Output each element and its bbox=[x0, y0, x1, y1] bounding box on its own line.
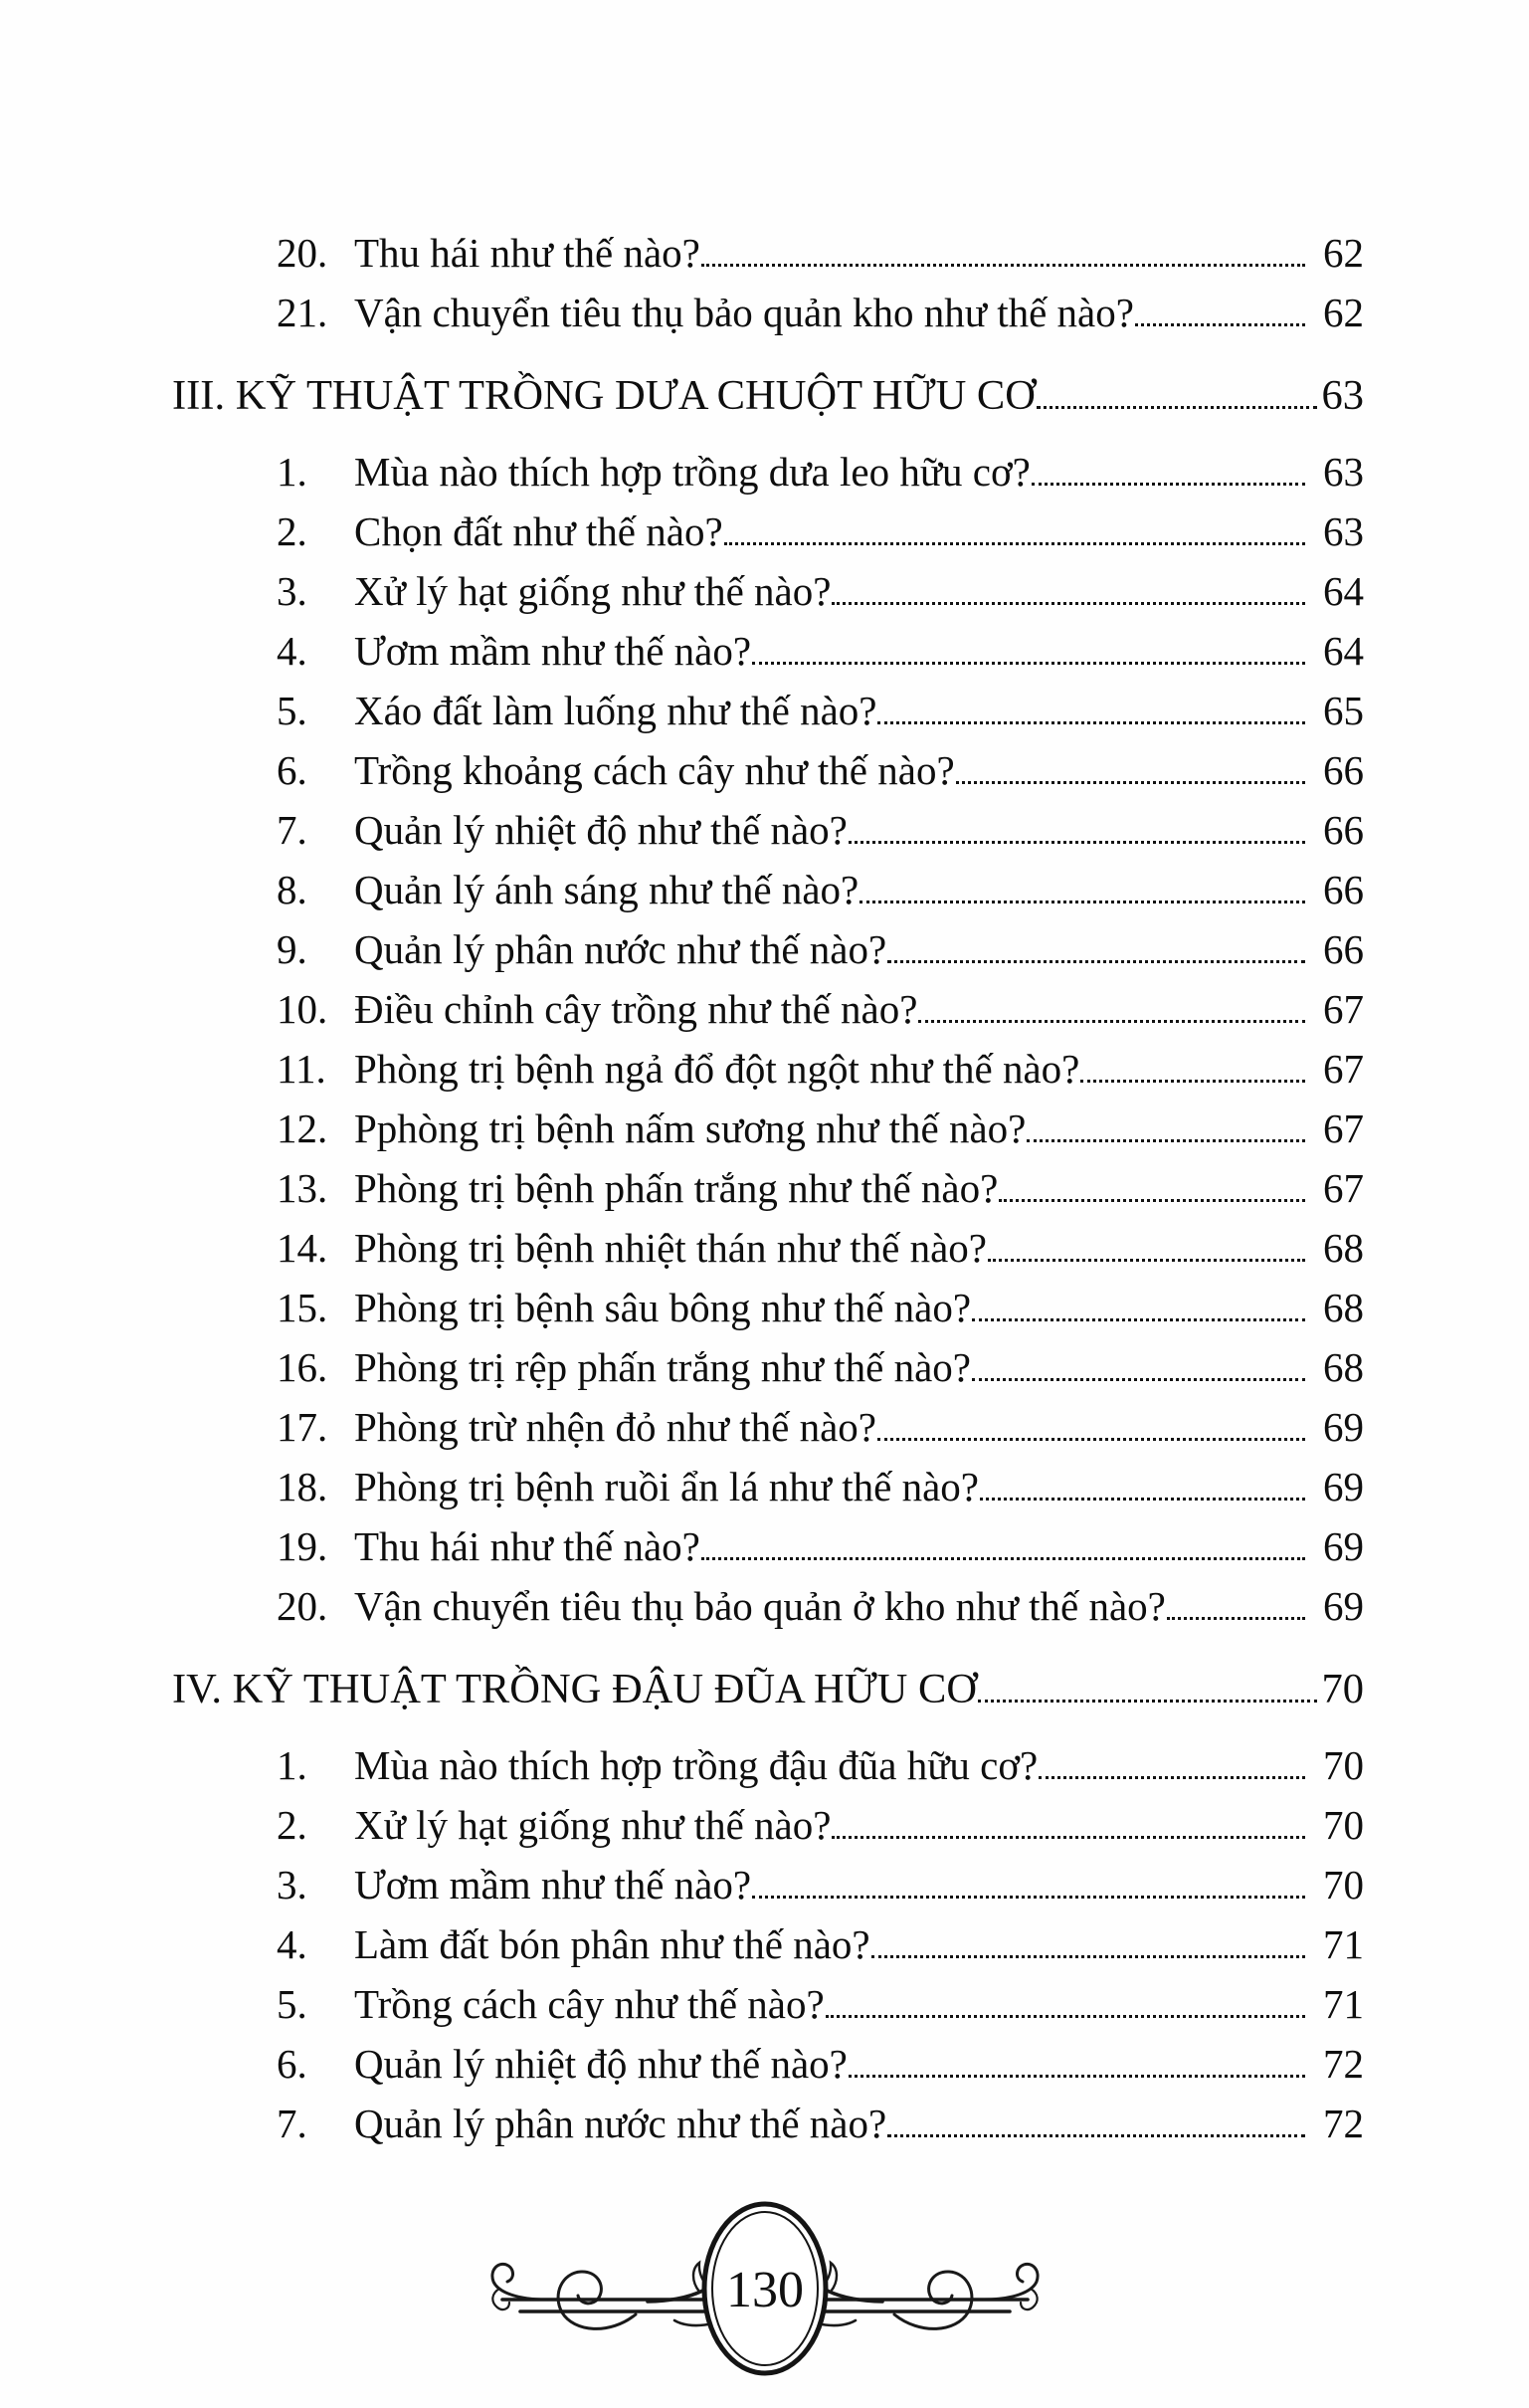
dot-leader bbox=[724, 542, 1305, 545]
toc-entry bbox=[172, 621, 1364, 681]
toc-entry-number: 21. bbox=[277, 290, 328, 335]
toc-entry-number: 6. bbox=[277, 747, 307, 793]
toc-entry bbox=[172, 1337, 1364, 1397]
toc-entry bbox=[172, 502, 1364, 561]
toc-entry-page: 68 bbox=[1323, 1285, 1364, 1330]
toc-entry-page: 72 bbox=[1323, 2101, 1364, 2146]
toc-entry-page: 64 bbox=[1323, 628, 1364, 674]
toc-entry bbox=[172, 979, 1364, 1039]
toc-entry-number: 19. bbox=[277, 1523, 328, 1569]
toc-section-title: IV. KỸ THUẬT TRỒNG ĐẬU ĐŨA HỮU CƠ bbox=[172, 1666, 978, 1712]
toc-entry-label: Phòng trị bệnh sâu bông như thế nào? bbox=[354, 1285, 972, 1330]
toc-entry bbox=[172, 442, 1364, 502]
dot-leader bbox=[1135, 323, 1305, 326]
dot-leader bbox=[1032, 483, 1305, 486]
toc-entry bbox=[172, 681, 1364, 740]
toc-section-heading bbox=[172, 1660, 1364, 1719]
toc-entry-label: Quản lý nhiệt độ như thế nào? bbox=[354, 2041, 848, 2087]
toc-entry-page: 66 bbox=[1323, 747, 1364, 793]
toc-entry bbox=[172, 1278, 1364, 1337]
dot-leader bbox=[1037, 406, 1317, 409]
toc-entry-number: 5. bbox=[277, 1981, 307, 2027]
toc-entry bbox=[172, 800, 1364, 860]
toc-entry-number: 17. bbox=[277, 1404, 328, 1450]
toc-entry-label: Vận chuyển tiêu thụ bảo quản ở kho như thế nào? bbox=[354, 1583, 1166, 1629]
toc-entry bbox=[172, 740, 1364, 800]
toc-entry-page: 66 bbox=[1323, 926, 1364, 972]
toc-entry-label: Phòng trị bệnh ruồi ẩn lá như thế nào? bbox=[354, 1464, 979, 1509]
dot-leader bbox=[972, 1318, 1305, 1321]
toc-entry-label: Phòng trị rệp phấn trắng như thế nào? bbox=[354, 1344, 971, 1390]
dot-leader bbox=[972, 1378, 1305, 1381]
toc-entry bbox=[172, 1576, 1364, 1636]
dot-leader bbox=[860, 901, 1305, 903]
dot-leader bbox=[832, 602, 1305, 605]
toc-entry-label: Quản lý nhiệt độ như thế nào? bbox=[354, 807, 848, 853]
toc-section-title: III. KỸ THUẬT TRỒNG DƯA CHUỘT HỮU CƠ bbox=[172, 372, 1036, 419]
dot-leader bbox=[849, 2075, 1305, 2078]
toc-entry-label: Phòng trừ nhện đỏ như thế nào? bbox=[354, 1404, 876, 1450]
toc-entry-page: 67 bbox=[1323, 1165, 1364, 1211]
toc-entry-page: 71 bbox=[1323, 1921, 1364, 1967]
toc-entry-page: 63 bbox=[1323, 449, 1364, 495]
footer-page-number: 130 bbox=[725, 2262, 804, 2318]
dot-leader bbox=[988, 1259, 1305, 1262]
toc-entry-page: 69 bbox=[1323, 1583, 1364, 1629]
toc-entry bbox=[172, 1795, 1364, 1855]
toc-entry-label: Quản lý phân nước như thế nào? bbox=[354, 926, 887, 972]
toc-entry-label: Thu hái như thế nào? bbox=[354, 230, 700, 276]
toc-entry-page: 62 bbox=[1323, 230, 1364, 276]
dot-leader bbox=[887, 2134, 1305, 2137]
toc-entry-label: Phòng trị bệnh nhiệt thán như thế nào? bbox=[354, 1225, 987, 1271]
toc-entry-label: Ươm mầm như thế nào? bbox=[354, 1862, 752, 1907]
toc-entry bbox=[172, 2034, 1364, 2094]
toc-section-heading bbox=[172, 366, 1364, 426]
toc-entry-page: 68 bbox=[1323, 1344, 1364, 1390]
toc-entry-label: Phòng trị bệnh ngả đổ đột ngột như thế nào? bbox=[354, 1046, 1080, 1092]
toc-entry bbox=[172, 1735, 1364, 1795]
toc-entry-number: 20. bbox=[277, 1583, 328, 1629]
toc-entry-label: Thu hái như thế nào? bbox=[354, 1523, 700, 1569]
toc-entry-page: 67 bbox=[1323, 1105, 1364, 1151]
toc-entry bbox=[172, 283, 1364, 342]
toc-entry-number: 8. bbox=[277, 867, 307, 912]
toc-entry-page: 72 bbox=[1323, 2041, 1364, 2087]
toc-entry-page: 70 bbox=[1323, 1802, 1364, 1848]
toc-entry-page: 63 bbox=[1323, 508, 1364, 554]
toc-entry bbox=[172, 860, 1364, 919]
toc-entry-label: Vận chuyển tiêu thụ bảo quản kho như thế nào? bbox=[354, 290, 1134, 335]
dot-leader bbox=[918, 1020, 1305, 1023]
toc-entry-page: 66 bbox=[1323, 807, 1364, 853]
dot-leader bbox=[752, 1896, 1305, 1899]
dot-leader bbox=[956, 781, 1305, 784]
toc-entry-number: 20. bbox=[277, 230, 328, 276]
dot-leader bbox=[701, 264, 1305, 267]
footer-flourish-icon bbox=[477, 2197, 1053, 2380]
toc-entry bbox=[172, 1974, 1364, 2034]
toc-entry-label: Xử lý hạt giống như thế nào? bbox=[354, 568, 832, 614]
toc-entry bbox=[172, 561, 1364, 621]
dot-leader bbox=[826, 2015, 1305, 2018]
toc-entry-number: 16. bbox=[277, 1344, 328, 1390]
toc-entry bbox=[172, 1218, 1364, 1278]
toc-entry-number: 1. bbox=[277, 1742, 307, 1788]
toc-entry-label: Pphòng trị bệnh nấm sương như thế nào? bbox=[354, 1105, 1027, 1151]
dot-leader bbox=[877, 721, 1305, 724]
toc-entry-page: 62 bbox=[1323, 290, 1364, 335]
toc-entry-number: 18. bbox=[277, 1464, 328, 1509]
toc-entry bbox=[172, 1457, 1364, 1516]
toc-entry-label: Quản lý ánh sáng như thế nào? bbox=[354, 867, 860, 912]
dot-leader bbox=[832, 1836, 1305, 1839]
toc-entry-number: 7. bbox=[277, 807, 307, 853]
dot-leader bbox=[701, 1557, 1305, 1560]
toc-entry-label: Xáo đất làm luống như thế nào? bbox=[354, 688, 877, 733]
dot-leader bbox=[877, 1438, 1305, 1441]
toc-entry bbox=[172, 2094, 1364, 2153]
toc-entry-page: 70 bbox=[1323, 1742, 1364, 1788]
dot-leader bbox=[871, 1955, 1305, 1958]
toc-entry bbox=[172, 1039, 1364, 1099]
toc-entry-label: Mùa nào thích hợp trồng dưa leo hữu cơ? bbox=[354, 449, 1031, 495]
dot-leader bbox=[1167, 1617, 1305, 1620]
toc-entry-label: Quản lý phân nước như thế nào? bbox=[354, 2101, 887, 2146]
toc-entry-page: 65 bbox=[1323, 688, 1364, 733]
toc-entry-label: Chọn đất như thế nào? bbox=[354, 508, 723, 554]
dot-leader bbox=[1027, 1139, 1305, 1142]
toc-entry-label: Xử lý hạt giống như thế nào? bbox=[354, 1802, 832, 1848]
toc-entry-label: Mùa nào thích hợp trồng đậu đũa hữu cơ? bbox=[354, 1742, 1039, 1788]
toc-entry bbox=[172, 1099, 1364, 1158]
toc-entry-page: 69 bbox=[1323, 1523, 1364, 1569]
toc-entry-number: 14. bbox=[277, 1225, 328, 1271]
toc-entry-page: 67 bbox=[1323, 986, 1364, 1032]
toc-entry-page: 67 bbox=[1323, 1046, 1364, 1092]
toc-entry-number: 12. bbox=[277, 1105, 328, 1151]
dot-leader bbox=[752, 662, 1305, 665]
toc-entry-number: 2. bbox=[277, 508, 307, 554]
toc-entry bbox=[172, 1397, 1364, 1457]
toc-entry-number: 10. bbox=[277, 986, 328, 1032]
dot-leader bbox=[999, 1199, 1305, 1202]
toc-entry-number: 11. bbox=[277, 1046, 326, 1092]
toc-entry-page: 69 bbox=[1323, 1464, 1364, 1509]
toc-entry bbox=[172, 1158, 1364, 1218]
toc-entry-number: 4. bbox=[277, 1921, 307, 1967]
toc-entry-number: 7. bbox=[277, 2101, 307, 2146]
toc-entry-page: 66 bbox=[1323, 867, 1364, 912]
toc-entry-label: Trồng khoảng cách cây như thế nào? bbox=[354, 747, 955, 793]
toc-entry-number: 1. bbox=[277, 449, 307, 495]
toc-entry bbox=[172, 919, 1364, 979]
toc-entry-number: 13. bbox=[277, 1165, 328, 1211]
toc-entry-label: Ươm mầm như thế nào? bbox=[354, 628, 752, 674]
dot-leader bbox=[887, 960, 1305, 963]
toc-entry-number: 9. bbox=[277, 926, 307, 972]
dot-leader bbox=[1039, 1776, 1305, 1779]
dot-leader bbox=[980, 1498, 1305, 1501]
toc-entry-number: 2. bbox=[277, 1802, 307, 1848]
toc-entry-label: Trồng cách cây như thế nào? bbox=[354, 1981, 825, 2027]
dot-leader bbox=[849, 841, 1305, 844]
toc-entry bbox=[172, 1914, 1364, 1974]
toc-entry-number: 6. bbox=[277, 2041, 307, 2087]
toc-section-page: 70 bbox=[1321, 1666, 1364, 1712]
toc-entry bbox=[172, 1516, 1364, 1576]
toc-entry-page: 64 bbox=[1323, 568, 1364, 614]
toc-entry-number: 3. bbox=[277, 568, 307, 614]
toc-entry-label: Làm đất bón phân như thế nào? bbox=[354, 1921, 870, 1967]
toc-entry-page: 71 bbox=[1323, 1981, 1364, 2027]
toc-entry bbox=[172, 1855, 1364, 1914]
toc-entry-label: Điều chỉnh cây trồng như thế nào? bbox=[354, 986, 918, 1032]
dot-leader bbox=[1080, 1080, 1305, 1083]
toc-entry-number: 15. bbox=[277, 1285, 328, 1330]
toc-entry-page: 69 bbox=[1323, 1404, 1364, 1450]
toc-entry-number: 4. bbox=[277, 628, 307, 674]
page-footer bbox=[0, 2197, 1529, 2380]
toc-entry-page: 70 bbox=[1323, 1862, 1364, 1907]
toc-entry-page: 68 bbox=[1323, 1225, 1364, 1271]
toc-entry bbox=[172, 223, 1364, 283]
dot-leader bbox=[978, 1700, 1317, 1703]
toc-section-page: 63 bbox=[1321, 372, 1364, 419]
toc-entry-number: 5. bbox=[277, 688, 307, 733]
toc-entry-number: 3. bbox=[277, 1862, 307, 1907]
toc-entry-label: Phòng trị bệnh phấn trắng như thế nào? bbox=[354, 1165, 999, 1211]
